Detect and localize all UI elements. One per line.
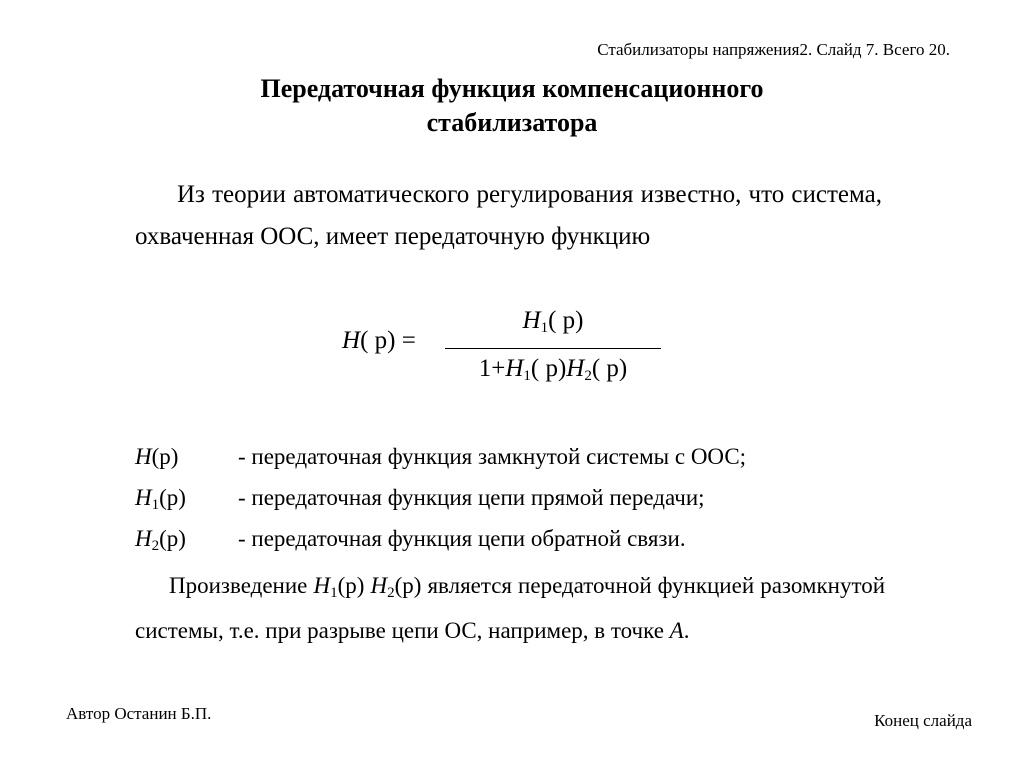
numerator-index: 1 [540,320,549,336]
denominator-h2: H [566,355,585,382]
formula-denominator [445,351,661,394]
definition-symbol: H(p) [135,444,179,469]
denominator-h2-index: 2 [584,368,592,384]
denominator-h1: H [505,355,524,382]
author-label: Автор Останин Б.П. [66,704,212,723]
definitions-list [135,440,746,563]
definition-text: - передаточная функция цепи прямой передачи; [238,485,705,510]
title-line-2: стабилизатора [426,108,598,137]
slide-title [0,72,1024,140]
definition-row [135,481,746,522]
formula-lhs-symbol: H [342,327,361,354]
formula-fraction [445,303,661,394]
definition-symbol: $H_1(p)$ [135,485,186,513]
title-line-1: Передаточная функция компенсационного [260,74,764,103]
formula-lhs [342,327,416,355]
denominator-h1-arg: ( p) [530,355,567,382]
outro-paragraph: Произведение $H_1(p)$ $H_2(p)$ является передаточной функцией разомкнутой системы, т.е. при разрыве цепи ОС, например, в точке A. [135,573,886,643]
definition-symbol: $H_2(p)$ [135,526,186,554]
formula-lhs-arg: ( p) = [360,327,416,354]
formula-numerator [445,303,661,346]
definition-text: - передаточная функция замкнутой системы с ООС; [238,444,747,469]
definition-row [135,522,746,563]
definition-row [135,440,746,481]
slide-header: Стабилизаторы напряжения2. Слайд 7. Всего 20. [597,40,950,59]
intro-paragraph: Из теории автоматического регулирования известно, что система, охваченная ООС, имеет передаточную функцию [135,181,882,250]
numerator-symbol: H [522,307,541,334]
denominator-h2-arg: ( p) [591,355,628,382]
denominator-one: 1+ [478,355,506,382]
fraction-bar [445,348,661,349]
definition-text: - передаточная функция цепи обратной связи. [238,526,686,551]
denominator-h1-index: 1 [523,368,531,384]
numerator-arg: ( p) [548,307,584,334]
transfer-function-formula [342,303,662,393]
end-of-slide-link[interactable]: Конец слайда [874,711,972,730]
